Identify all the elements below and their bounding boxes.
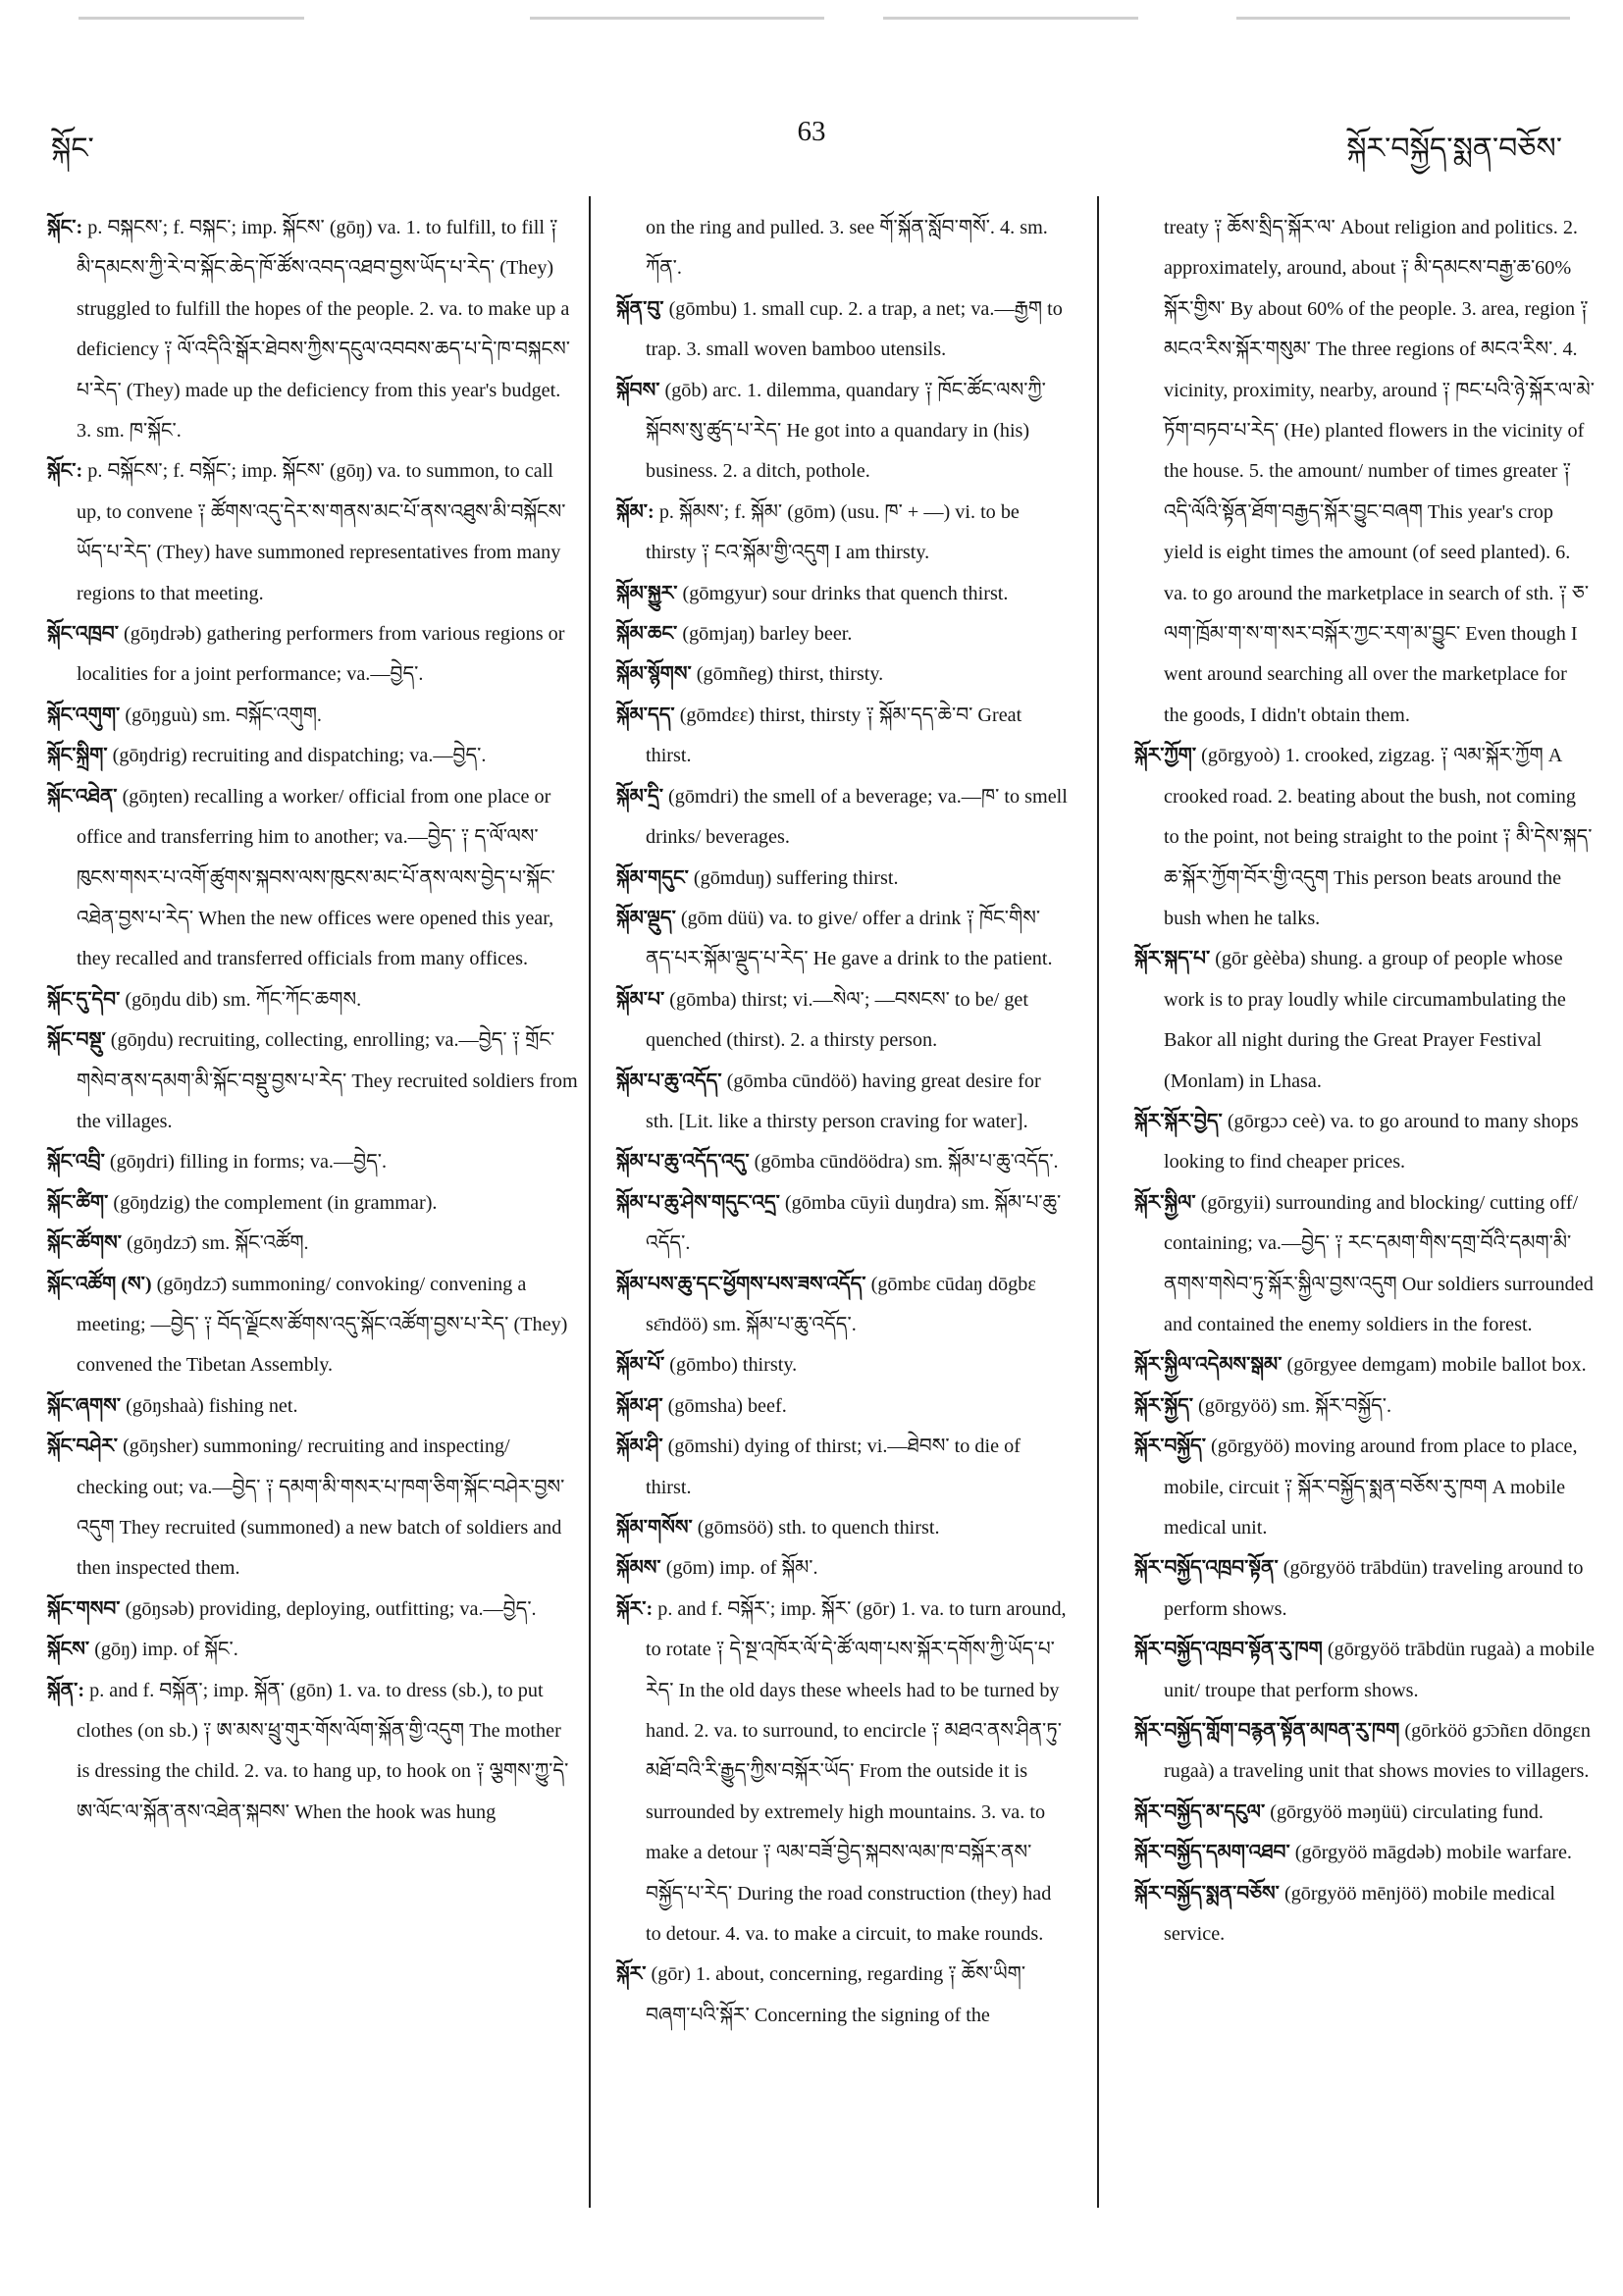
entry-headword: སྐོམ་པོ་ — [616, 1354, 665, 1377]
entry-headword: སྐོར་བསྐྱོད་འཁྲབ་སྟོན་རུ་ཁག — [1134, 1639, 1323, 1661]
entry-definition: (gōr) 1. about, concerning, regarding ༑ ཆོས་ཡིག་བཞག་པའི་སྐོར་ Concerning the signing of the — [646, 1963, 1026, 2026]
dictionary-entry — [47, 696, 579, 736]
entry-headword: སྐོར་བསྐྱོད་འཁྲབ་སྟོན་ — [1134, 1557, 1279, 1580]
entry-definition: (gōmshi) dying of thirst; vi.—ཐེབས་ to die of thirst. — [646, 1435, 1021, 1498]
dictionary-entry — [616, 1265, 1068, 1346]
entry-definition: p. སྐོམས་; f. སྐོམ་ (gōm) (usu. ཁ་ + —) vi. to be thirsty ༑ ངའ་སྐོམ་གྱི་འདུག I am thirsty. — [646, 500, 1020, 564]
entry-definition: (gōmsha) beef. — [667, 1394, 787, 1417]
dictionary-entry — [47, 1142, 579, 1182]
dictionary-entry — [616, 654, 1068, 695]
dictionary-entry — [47, 736, 579, 776]
dictionary-entry — [1134, 939, 1596, 1102]
entry-headword: སྐོང་: — [47, 217, 83, 238]
entry-definition: (gōmjaŋ) barley beer. — [682, 623, 853, 646]
dictionary-column-2 — [616, 208, 1068, 2036]
entry-definition: (gōb) arc. 1. dilemma, quandary ༑ ཁོང་ཚོང་ལས་ཀྱི་སྐོབས་སུ་ཚུད་པ་རེད་ He got into a quandary in (his) business. 2. a ditch, pothole. — [646, 379, 1046, 483]
dictionary-entry — [47, 1265, 579, 1386]
entry-definition: (gōmbo) thirsty. — [669, 1354, 798, 1377]
entry-definition: (gōŋdu) recruiting, collecting, enrolling; va.—བྱེད་ ༑ གྲོང་གསེབ་ནས་དམག་མི་སྐོང་བསྡུ་བྱས་པ་རེད་ They recruited soldiers from the villages. — [77, 1029, 578, 1132]
entry-headword: སྐོར་བསྐྱོད་ — [1134, 1435, 1206, 1458]
dictionary-entry — [47, 208, 579, 451]
entry-headword: སྐོམ་པ་ཆུ་ཤེས་གདུང་འདྲ་ — [616, 1191, 780, 1214]
entry-definition: (gōmbu) 1. small cup. 2. a trap, a net; va.—རྒྱག to trap. 3. small woven bamboo utensils. — [646, 297, 1063, 361]
dictionary-entry — [47, 1183, 579, 1224]
entry-headword: སྐོང་འཚོག (ས་) — [47, 1273, 152, 1295]
entry-definition: treaty ༑ ཆོས་སྲིད་སྐོར་ལ་ About religion and politics. 2. approximately, around, about ༑ མི་དམངས་བརྒྱ་ཆ་60% སྐོར་གྱིས་ By about 60% of the people. 3. area, region ༑ མངའ་རིས་སྐོར་གསུམ་ The three regions of མངའ་རིས་. 4. vicinity, proximity, nearby, around ༑ ཁང་པའི་ཉེ་སྐོར་ལ་མེ་ཏོག་བཏབ་པ་རེད་ (He) planted flowers in the vicinity of the house. 5. the amount/ number of times greater ༑ འདི་ལོའི་སྟོན་ཐོག་བརྒྱད་སྐོར་བྱུང་བཞག This year's crop yield is eight times the amount (of seed planted). 6. va. to go around the marketplace in search of sth. ༑ ཅ་ལག་ཁྲོམ་ག་ས་ག་སར་བསྐོར་ཀྱང་རག་མ་བྱུང་ Even though I went around searching all over the marketplace for the goods, I didn't obtain them. — [1164, 217, 1595, 726]
page-number: 63 — [797, 116, 826, 147]
dictionary-entry — [616, 1183, 1068, 1265]
dictionary-entry — [616, 899, 1068, 980]
entry-headword: སྐོར་སྐྱིལ་འདེམས་སྒམ་ — [1134, 1354, 1283, 1377]
entry-definition: (gōmdɛɛ) thirst, thirsty ༑ སྐོམ་དད་ཆེ་བ་ Great thirst. — [646, 704, 1022, 767]
entry-definition: (gōŋdzig) the complement (in grammar). — [113, 1191, 438, 1214]
entry-headword: སྐོར་: — [616, 1597, 654, 1620]
entry-definition: (gōmbɛ cūdaŋ dōgbɛ sɛ̄ndöö) sm. སྐོམ་པ་ཆུ་འདོད་. — [646, 1273, 1036, 1335]
entry-headword: སྐོན་བུ་ — [616, 297, 664, 320]
entry-definition: (gōmsöö) sth. to quench thirst. — [697, 1517, 940, 1539]
dictionary-entry — [616, 208, 1068, 289]
entry-definition: (gōŋdu dib) sm. ཀོང་ཀོང་ཆགས. — [125, 988, 362, 1011]
dictionary-entry — [616, 696, 1068, 777]
dictionary-entry — [616, 1386, 1068, 1427]
entry-headword: སྐོམ་གསོས་ — [616, 1517, 693, 1539]
entry-definition: (gōmba cūndöödra) sm. སྐོམ་པ་ཆུ་འདོད་. — [754, 1151, 1059, 1174]
dictionary-entry — [616, 859, 1068, 899]
entry-definition: (gōŋdrəb) gathering performers from various regions or localities for a joint performance; va.—བྱེད་. — [77, 623, 565, 686]
entry-headword: སྐོམ་ཤ་ — [616, 1394, 663, 1417]
entry-definition: (gōŋdzɔ̄) summoning/ convoking/ convening a meeting; —བྱེད་ ༑ བོད་ལྗོངས་ཚོགས་འདུ་སྐོང་འཚོག་བྱས་པ་རེད་ (They) convened the Tibetan Assembly. — [77, 1273, 568, 1377]
scan-artifact — [79, 17, 304, 20]
entry-headword: སྐོང་འཐེན་ — [47, 785, 118, 808]
entry-headword: སྐོང་བསྡུ་ — [47, 1029, 106, 1052]
entry-headword: སྐོམ་གདུང་ — [616, 866, 689, 889]
entry-definition: (gōmgyur) sour drinks that quench thirst. — [682, 582, 1009, 604]
dictionary-entry — [47, 1630, 579, 1670]
dictionary-entry — [1134, 1345, 1596, 1385]
entry-headword: སྐོམ་པས་ཆུ་དང་ཕྱོགས་པས་ཟས་འདོད་ — [616, 1273, 866, 1295]
dictionary-entry — [47, 1224, 579, 1264]
entry-definition: (gōrgɔɔ ceè) va. to go around to many shops looking to find cheaper prices. — [1164, 1110, 1579, 1174]
dictionary-entry — [1134, 1102, 1596, 1183]
dictionary-entry — [47, 777, 579, 980]
dictionary-entry — [1134, 1793, 1596, 1833]
scan-artifact — [530, 17, 824, 20]
dictionary-entry — [1134, 1548, 1596, 1630]
entry-definition: (gōrgyöö trābdün rugaà) a mobile unit/ troupe that perform shows. — [1164, 1639, 1595, 1701]
dictionary-entry — [616, 1142, 1068, 1182]
entry-headword: སྐོམ་པ་ཆུ་འདོད་འདུ་ — [616, 1151, 750, 1174]
entry-definition: (gōŋdrig) recruiting and dispatching; va.—བྱེད་. — [112, 745, 487, 767]
entry-headword: སྐོམ་ལྡུད་ — [616, 907, 676, 929]
entry-headword: སྐོམ་སྙོགས་ — [616, 663, 692, 686]
dictionary-entry — [47, 451, 579, 614]
column-divider — [589, 196, 591, 2208]
entry-definition: (gōrgyöö məŋüü) circulating fund. — [1270, 1800, 1544, 1823]
dictionary-entry — [616, 1062, 1068, 1143]
dictionary-entry — [1134, 208, 1596, 736]
entry-definition: on the ring and pulled. 3. see གོ་སྐོན་སློབ་གསོ་. 4. sm. ཀོན་. — [646, 217, 1048, 280]
entry-headword: སྐོབས་ — [616, 379, 660, 401]
dictionary-entry — [1134, 1386, 1596, 1427]
entry-definition: (gōm düü) va. to give/ offer a drink ༑ ཁོང་གིས་ནད་པར་སྐོམ་ལྡུད་པ་རེད་ He gave a drink to the patient. — [646, 907, 1053, 970]
entry-headword: སྐོམ་: — [616, 500, 654, 523]
entry-definition: (gōŋdzɔ̄) sm. སྐོང་འཚོག. — [127, 1232, 309, 1255]
entry-definition: (gōŋshaà) fishing net. — [126, 1394, 298, 1417]
entry-headword: སྐོར་བསྐྱོད་གློག་བརྙན་སྟོན་མཁན་རུ་ཁག — [1134, 1720, 1400, 1743]
dictionary-entry — [616, 493, 1068, 574]
dictionary-entry — [616, 1508, 1068, 1548]
dictionary-entry — [1134, 1874, 1596, 1956]
dictionary-entry — [616, 1345, 1068, 1385]
entry-definition: (gōŋten) recalling a worker/ official from one place or office and transferring him to another; va.—བྱེད་ ༑ ད་ལོ་ལས་ཁུངས་གསར་པ་འགོ་ཚུགས་སྐབས་ལས་ཁུངས་མང་པོ་ནས་ལས་བྱེད་པ་སྐོང་འཐེན་བྱས་པ་རེད་ When the new offices were opened this year, they recalled and transferred officials from many offices. — [77, 785, 555, 970]
entry-headword: སྐོང་འགུག་ — [47, 704, 121, 726]
dictionary-column-1 — [47, 208, 579, 1833]
entry-headword: སྐོར་ཀྱོག་ — [1134, 745, 1197, 767]
entry-headword: སྐོང་གསབ་ — [47, 1597, 121, 1620]
dictionary-entry — [616, 289, 1068, 371]
dictionary-entry — [47, 980, 579, 1020]
entry-headword: སྐོང་དུ་དེབ་ — [47, 988, 121, 1011]
entry-headword: སྐོམ་པ་ — [616, 988, 665, 1011]
entry-headword: སྐོར་བསྐྱོད་མ་དངུལ་ — [1134, 1800, 1266, 1823]
dictionary-entry — [47, 1590, 579, 1630]
entry-headword: སྐོར་སྐོར་བྱེད་ — [1134, 1110, 1223, 1132]
dictionary-entry — [616, 574, 1068, 614]
entry-definition: (gōŋguù) sm. བསྐོང་འགུག. — [125, 704, 322, 726]
dictionary-entry — [1134, 1833, 1596, 1873]
entry-definition: (gōmdri) the smell of a beverage; va.—ཁ་ to smell drinks/ beverages. — [646, 785, 1068, 849]
entry-definition: (gōr gèèba) shung. a group of people whose work is to pray loudly while circumambulating the Bakor all night during the Great Prayer Festival (Monlam) in Lhasa. — [1164, 948, 1566, 1092]
entry-definition: (gōrgyee demgam) mobile ballot box. — [1286, 1354, 1587, 1377]
entry-headword: སྐོམ་ཆང་ — [616, 623, 678, 646]
dictionary-entry — [1134, 736, 1596, 939]
entry-definition: (gōrgyöö mēnjöö) mobile medical service. — [1164, 1882, 1555, 1946]
entry-definition: (gōŋdri) filling in forms; va.—བྱེད་. — [109, 1151, 388, 1174]
entry-headword: སྐོང་ཚིག་ — [47, 1191, 109, 1214]
entry-headword: སྐོར་སྐྱིལ་ — [1134, 1191, 1196, 1214]
dictionary-entry — [1134, 1711, 1596, 1793]
entry-headword: སྐོང་ཚོགས་ — [47, 1232, 122, 1255]
entry-definition: (gōmduŋ) suffering thirst. — [693, 866, 899, 889]
dictionary-entry — [47, 1427, 579, 1590]
entry-definition: (gōrgyoò) 1. crooked, zigzag. ༑ ལམ་སྐོར་ཀྱོག A crooked road. 2. beating about the bush, not coming to the point, not being straight to the point ༑ མི་དེས་སྐད་ཆ་སྐོར་ཀྱོག་བོར་གྱི་འདུག This person beats around the bush when he talks. — [1164, 745, 1593, 929]
dictionary-entry — [616, 371, 1068, 493]
entry-headword: སྐོམ་ཤི་ — [616, 1435, 663, 1458]
entry-definition: (gōrgyöö) sm. སྐོར་བསྐྱོད་. — [1198, 1394, 1392, 1417]
entry-headword: སྐོང་འཁྲབ་ — [47, 623, 119, 646]
dictionary-entry — [1134, 1630, 1596, 1711]
entry-headword: སྐོན་: — [47, 1679, 85, 1701]
dictionary-entry — [47, 1386, 579, 1427]
entry-definition: (gōrköö gɔ̄ɔñɛn dōngɛn rugaà) a traveling unit that shows movies to villagers. — [1164, 1720, 1591, 1783]
entry-definition: p. and f. བསྐོར་; imp. སྐོར་ (gōr) 1. va. to turn around, to rotate ༑ དེ་སྔ་འཁོར་ལོ་དེ་ཚོ་ལག་པས་སྐོར་དགོས་ཀྱི་ཡོད་པ་རེད་ In the old days these wheels had to be turned by hand. 2. va. to surround, to encircle ༑ མཐའ་ནས་ཤིན་ཏུ་མཐོ་བའི་རི་རྒྱུད་ཀྱིས་བསྐོར་ཡོད་ From the outside it is surrounded by extremely high mountains. 3. va. to make a detour ༑ ལམ་བཟོ་བྱེད་སྐབས་ལམ་ཁ་བསྐོར་ནས་བསྐྱོད་པ་རེད་ During the road construction (they) had to detour. 4. va. to make a circuit, to make rounds. — [646, 1597, 1067, 1946]
entry-definition: (gōŋ) imp. of སྐོང་. — [94, 1639, 238, 1661]
entry-headword: སྐོམ་སྐྱུར་ — [616, 582, 678, 604]
entry-headword: སྐོམ་པ་ཆུ་འདོད་ — [616, 1070, 722, 1092]
dictionary-entry — [47, 1671, 579, 1834]
entry-definition: (gōŋsəb) providing, deploying, outfitting; va.—བྱེད་. — [125, 1597, 537, 1620]
dictionary-entry — [47, 1020, 579, 1142]
entry-definition: (gōm) imp. of སྐོམ་. — [665, 1557, 818, 1580]
dictionary-entry — [616, 1427, 1068, 1508]
entry-headword: སྐོར་སྐད་པ་ — [1134, 948, 1211, 970]
entry-headword: སྐོང་: — [47, 460, 83, 483]
dictionary-entry — [616, 1548, 1068, 1589]
dictionary-entry — [616, 777, 1068, 859]
entry-headword: སྐོར་བསྐྱོད་དམག་འཐབ་ — [1134, 1842, 1290, 1864]
dictionary-entry — [47, 614, 579, 696]
dictionary-entry — [1134, 1427, 1596, 1548]
entry-definition: p. and f. བསྐོན་; imp. སྐོན་ (gōn) 1. va. to dress (sb.), to put clothes (on sb.) ༑ ཨ་མས་ཕྲུ་གུར་གོས་ལོག་སྐོན་གྱི་འདུག The mother is dressing the child. 2. va. to hang up, to hook on ༑ ལྕགས་ཀྱུ་དེ་ཨ་ལོང་ལ་སྐོན་ནས་འཐེན་སྐབས་ When the hook was hung — [77, 1679, 569, 1823]
entry-definition: (gōmñeg) thirst, thirsty. — [696, 663, 884, 686]
dictionary-entry — [1134, 1183, 1596, 1346]
entry-headword: སྐོར་བསྐྱོད་སྨན་བཅོས་ — [1134, 1882, 1280, 1905]
entry-definition: (gōrgyöö) moving around from place to place, mobile, circuit ༑ སྐོར་བསྐྱོད་སྨན་བཅོས་རུ་ཁག A mobile medical unit. — [1164, 1435, 1578, 1539]
running-head-right: སྐོར་བསྐྱོད་སྨན་བཅོས་ — [1346, 132, 1562, 165]
entry-definition: (gōmba) thirst; vi.—སེལ་; —བསངས་ to be/ get quenched (thirst). 2. a thirsty person. — [646, 988, 1029, 1052]
dictionary-entry — [616, 980, 1068, 1062]
entry-definition: (gōmba cūyiì duŋdra) sm. སྐོམ་པ་ཆུ་འདོད་. — [646, 1191, 1062, 1255]
entry-headword: སྐོང་འབྲི་ — [47, 1151, 105, 1174]
entry-definition: (gōŋsher) summoning/ recruiting and inspecting/ checking out; va.—བྱེད་ ༑ དམག་མི་གསར་པ་ཁག་ཅིག་སྐོང་བཤེར་བྱས་འདུག They recruited (summoned) a new batch of soldiers and then inspected them. — [77, 1435, 565, 1580]
entry-headword: སྐོང་བཤེར་ — [47, 1435, 119, 1458]
entry-headword: སྐོང་སྐྲིག་ — [47, 745, 108, 767]
entry-headword: སྐོར་ — [616, 1963, 647, 1986]
dictionary-entry — [616, 614, 1068, 654]
entry-headword: སྐོངས་ — [47, 1639, 90, 1661]
entry-headword: སྐོམ་དྲི་ — [616, 785, 663, 808]
entry-definition: p. བསྐོངས་; f. བསྐོང་; imp. སྐོངས་ (gōŋ) va. to summon, to call up, to convene ༑ ཚོགས་འདུ་དེར་ས་གནས་མང་པོ་ནས་འཐུས་མི་བསྐོངས་ཡོད་པ་རེད་ (They) have summoned representatives from many regions to that meeting. — [77, 460, 566, 604]
entry-headword: སྐོང་ཞགས་ — [47, 1394, 122, 1417]
entry-definition: (gōrgyii) surrounding and blocking/ cutting off/ containing; va.—བྱེད་ ༑ རང་དམག་གིས་དགྲ་བོའི་དམག་མི་ནགས་གསེབ་ཏུ་སྐོར་སྐྱིལ་བྱས་འདུག Our soldiers surrounded and contained the enemy soldiers in the forest. — [1164, 1191, 1594, 1335]
column-divider — [1097, 196, 1099, 2208]
entry-headword: སྐོམ་དད་ — [616, 704, 675, 726]
scan-artifact — [883, 17, 1138, 20]
entry-headword: སྐོམས་ — [616, 1557, 661, 1580]
dictionary-entry — [616, 1955, 1068, 2036]
entry-definition: p. བསྐངས་; f. བསྐང་; imp. སྐོངས་ (gōŋ) va. 1. to fulfill, to fill ༑ མི་དམངས་ཀྱི་རེ་བ་སྐོང་ཆེད་ཁོ་ཚོས་འབད་འཐབ་བྱས་ཡོད་པ་རེད་ (They) struggled to fulfill the hopes of the people. 2. va. to make up a deficiency ༑ ལོ་འདིའི་སྒོར་ཐེབས་ཀྱིས་དངུལ་འབབས་ཆད་པ་དེ་ཁ་བསྐངས་པ་རེད་ (They) made up the deficiency from this year's budget. 3. sm. ཁ་སྐོང་. — [77, 217, 570, 443]
running-head-left: སྐོང་ — [51, 132, 94, 165]
scan-artifact — [1236, 17, 1570, 20]
entry-headword: སྐོར་སྐྱོད་ — [1134, 1394, 1193, 1417]
entry-definition: (gōmba cūndöö) having great desire for sth. [Lit. like a thirsty person craving for water]. — [646, 1070, 1041, 1132]
dictionary-column-3 — [1134, 208, 1596, 1955]
entry-definition: (gōrgyöö trābdün) traveling around to perform shows. — [1164, 1557, 1584, 1620]
dictionary-entry — [616, 1590, 1068, 1956]
entry-definition: (gōrgyöö māgdəb) mobile warfare. — [1294, 1842, 1572, 1864]
